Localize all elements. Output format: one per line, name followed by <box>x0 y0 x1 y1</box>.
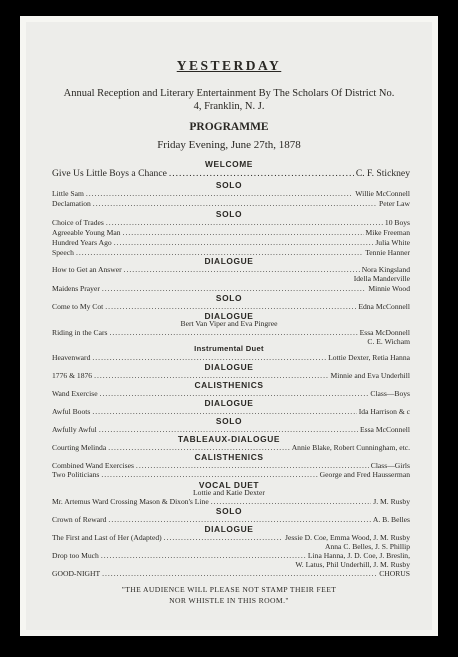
program-entry: Choice of Trades ..... 10 Boys <box>52 218 410 228</box>
section-heading: DIALOGUE <box>204 256 254 266</box>
program-entry: The First and Last of Her (Adapted) ..... Jessie D. Coe, Emma Wood, J. M. Rusby <box>52 533 410 543</box>
audience-notice <box>60 584 398 606</box>
section-performers: Bert Van Viper and Eva Pingree <box>180 319 278 328</box>
program-entry: How to Get an Answer ..... Nora Kingsland <box>52 265 410 275</box>
section-heading: SOLO <box>215 293 243 303</box>
program-entry: Drop too Much ..... Lina Hanna, J. D. Coe, J. Breslin, <box>52 551 410 561</box>
section-heading: SOLO <box>215 180 243 190</box>
program-entry: Awfully Awful ..... Essa McConnell <box>52 425 410 435</box>
program-entry: Awful Boots ..... Ida Harrison & c <box>52 407 410 417</box>
program-entry: Two Politicians ..... George and Fred Hausserman <box>52 470 410 480</box>
programme-heading: PROGRAMME <box>189 121 269 133</box>
section-heading: SOLO <box>215 209 243 219</box>
section-heading: SOLO <box>215 416 243 426</box>
performer-continuation: Anna C. Belles, J. S. Phillip <box>324 542 410 551</box>
section-heading: DIALOGUE <box>204 398 254 408</box>
section-performers: Lottie and Katie Dexter <box>193 488 265 497</box>
program-entry: Combined Wand Exercises ..... Class—Girls <box>52 461 410 471</box>
section-heading: VOCAL DUET <box>198 480 260 490</box>
program-entry: Courting Melinda ..... Annie Blake, Robert Cunningham, etc. <box>52 443 410 453</box>
section-heading: DIALOGUE <box>204 524 254 534</box>
program-entry: Give Us Little Boys a Chance ..... C. F. Stickney <box>52 168 410 180</box>
program-entry: Little Sam ..... Willie McConnell <box>52 189 410 199</box>
program-entry: Mr. Artemus Ward Crossing Mason & Dixon's Line ..... J. M. Rusby <box>52 497 410 507</box>
program-entry: Riding in the Cars ..... Essa McDonnell <box>52 328 410 338</box>
program-entry: Declamation ..... Peter Law <box>52 199 410 209</box>
program-entry: Speech ..... Tennie Hanner <box>52 248 410 258</box>
section-heading: DIALOGUE <box>204 311 254 321</box>
program-entry: Come to My Cot ..... Edna McConnell <box>52 302 410 312</box>
program-entry: Hundred Years Ago ..... Julia White <box>52 238 410 248</box>
section-heading: CALISTHENICS <box>194 380 264 390</box>
program-title: YESTERDAY <box>176 58 282 73</box>
section-heading: TABLEAUX-DIALOGUE <box>177 434 281 444</box>
intro-text: Annual Reception and Literary Entertainment By The Scholars Of District No. 4, Franklin, N. J. <box>63 88 395 112</box>
notice-line: NOR WHISTLE IN THIS ROOM." <box>169 596 289 605</box>
performer-continuation: Idella Manderville <box>353 274 410 283</box>
performer-continuation: C. E. Wicham <box>367 337 410 346</box>
program-entry: GOOD-NIGHT ..... CHORUS <box>52 569 410 579</box>
section-heading: Instrumental Duet <box>194 344 264 353</box>
notice-line: "THE AUDIENCE WILL PLEASE NOT STAMP THEIR FEET <box>121 585 337 594</box>
program-entry: 1776 & 1876 ..... Minnie and Eva Underhill <box>52 371 410 381</box>
program-entry: Crown of Reward ..... A. B. Belles <box>52 515 410 525</box>
program-entry: Agreeable Young Man ..... Mike Freeman <box>52 228 410 238</box>
section-heading: WELCOME <box>205 159 253 169</box>
program-entry: Maidens Prayer ..... Minnie Wood <box>52 284 410 294</box>
section-heading: CALISTHENICS <box>194 452 264 462</box>
section-heading: SOLO <box>215 506 243 516</box>
performer-continuation: W. Latus, Phil Underhill, J. M. Rusby <box>295 560 410 569</box>
program-entry: Wand Exercise ..... Class—Boys <box>52 389 410 399</box>
event-date: Friday Evening, June 27th, 1878 <box>157 139 301 151</box>
program-entry: Heavenward ..... Lottie Dexter, Retia Hanna <box>52 353 410 363</box>
section-heading: DIALOGUE <box>204 362 254 372</box>
